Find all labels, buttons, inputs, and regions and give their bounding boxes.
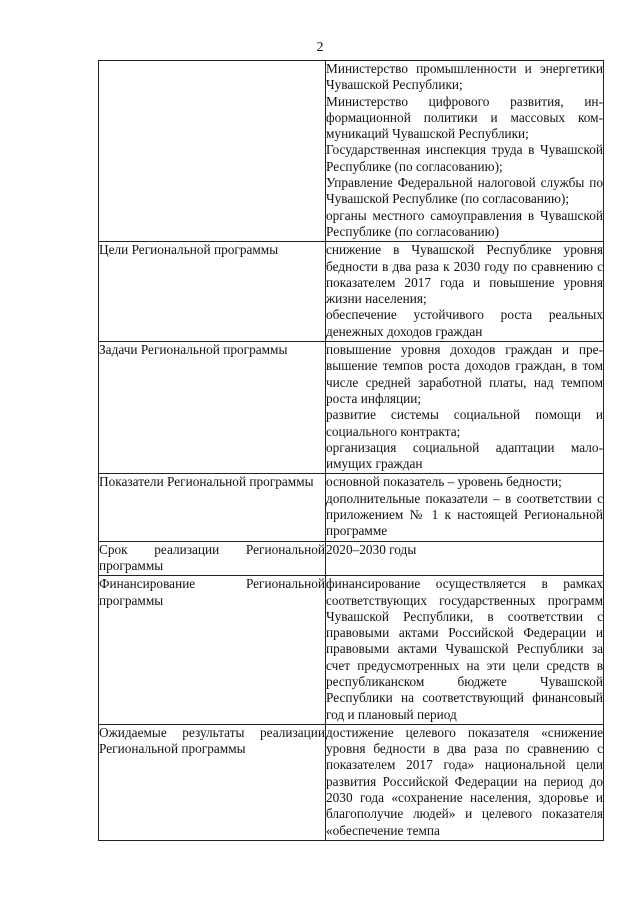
value-item: повышение уровня доходов граждан и превышение темпов роста доходов граждан, в том числе средней заработной платы, над темпом роста инфляции; bbox=[326, 342, 603, 406]
value-item: финансирование осуществляется в рамках соответствующих государственных программ Чувашской Республики, в соответствии с правовыми актами Российской Федерации и правовыми актами Чувашской Республики за счет предусмотренных на эти цели средств в республиканском бюджете Чувашской Республики на соответствующий финансовый год и плановый период bbox=[326, 576, 603, 722]
row-value-cell bbox=[326, 576, 604, 725]
row-value-cell bbox=[326, 724, 604, 840]
row-label-cell: Срок реализации Региональной программы bbox=[99, 541, 326, 576]
value-item: снижение в Чувашской Республике уровня бедности в два раза к 2030 году по сравнению с показателем 2017 года и повышение уровня жизни населения; bbox=[326, 242, 603, 307]
row-label-cell bbox=[99, 61, 326, 242]
program-passport-table bbox=[98, 60, 604, 841]
row-label-cell: Цели Региональной программы bbox=[99, 242, 326, 342]
value-item: 2020–2030 годы bbox=[326, 541, 417, 557]
value-item: развитие системы социальной помощи и социального контракта; bbox=[326, 407, 603, 439]
table-row bbox=[99, 474, 604, 541]
value-item: организация социальной адаптации малоимущих граждан bbox=[326, 439, 603, 472]
value-item: достижение целевого показателя «снижение уровня бедности в два раза по сравнению с показателем 2017 года» национальной цели развития Российской Федерации на период до 2030 года «сохранение населения, здоровье и благополучие людей» и целевого показателя «обеспечение темпа bbox=[326, 724, 603, 838]
row-value-cell bbox=[326, 242, 604, 342]
row-value-cell bbox=[326, 474, 604, 541]
page-number: 2 bbox=[316, 40, 324, 55]
row-label-cell: Показатели Региональной программы bbox=[99, 474, 326, 541]
value-item: органы местного самоуправления в Чувашской Республике (по согласованию) bbox=[326, 207, 603, 239]
row-label-cell: Финансирование Региональной программы bbox=[99, 576, 326, 725]
row-value-cell bbox=[326, 61, 604, 242]
table-row bbox=[99, 724, 604, 840]
value-item: Государственная инспекция труда в Чувашской Республике (по согласованию); bbox=[326, 142, 603, 174]
row-value-cell bbox=[326, 541, 604, 576]
table-row bbox=[99, 342, 604, 474]
table-row bbox=[99, 242, 604, 342]
row-label-cell: Ожидаемые результаты реализации Региональной программы bbox=[99, 724, 326, 840]
value-item: дополнительные показатели – в соответствии с приложением № 1 к настоящей Региональной программе bbox=[326, 490, 603, 539]
row-label-cell: Задачи Региональной программы bbox=[99, 342, 326, 474]
table-row bbox=[99, 541, 604, 576]
value-item: Управление Федеральной налоговой службы по Чувашской Республике (по согласованию); bbox=[326, 175, 603, 207]
value-item: основной показатель – уровень бедности; bbox=[326, 474, 562, 490]
table-row bbox=[99, 576, 604, 725]
value-item: обеспечение устойчивого роста реальных денежных доходов граждан bbox=[326, 307, 603, 339]
passport-table-body bbox=[99, 61, 604, 841]
row-value-cell bbox=[326, 342, 604, 474]
value-item: Министерство цифрового развития, информационной политики и массовых коммуникаций Чувашской Республики; bbox=[326, 93, 603, 142]
table-row bbox=[99, 61, 604, 242]
value-item: Министерство промышленности и энергетики Чувашской Республики; bbox=[326, 61, 603, 93]
